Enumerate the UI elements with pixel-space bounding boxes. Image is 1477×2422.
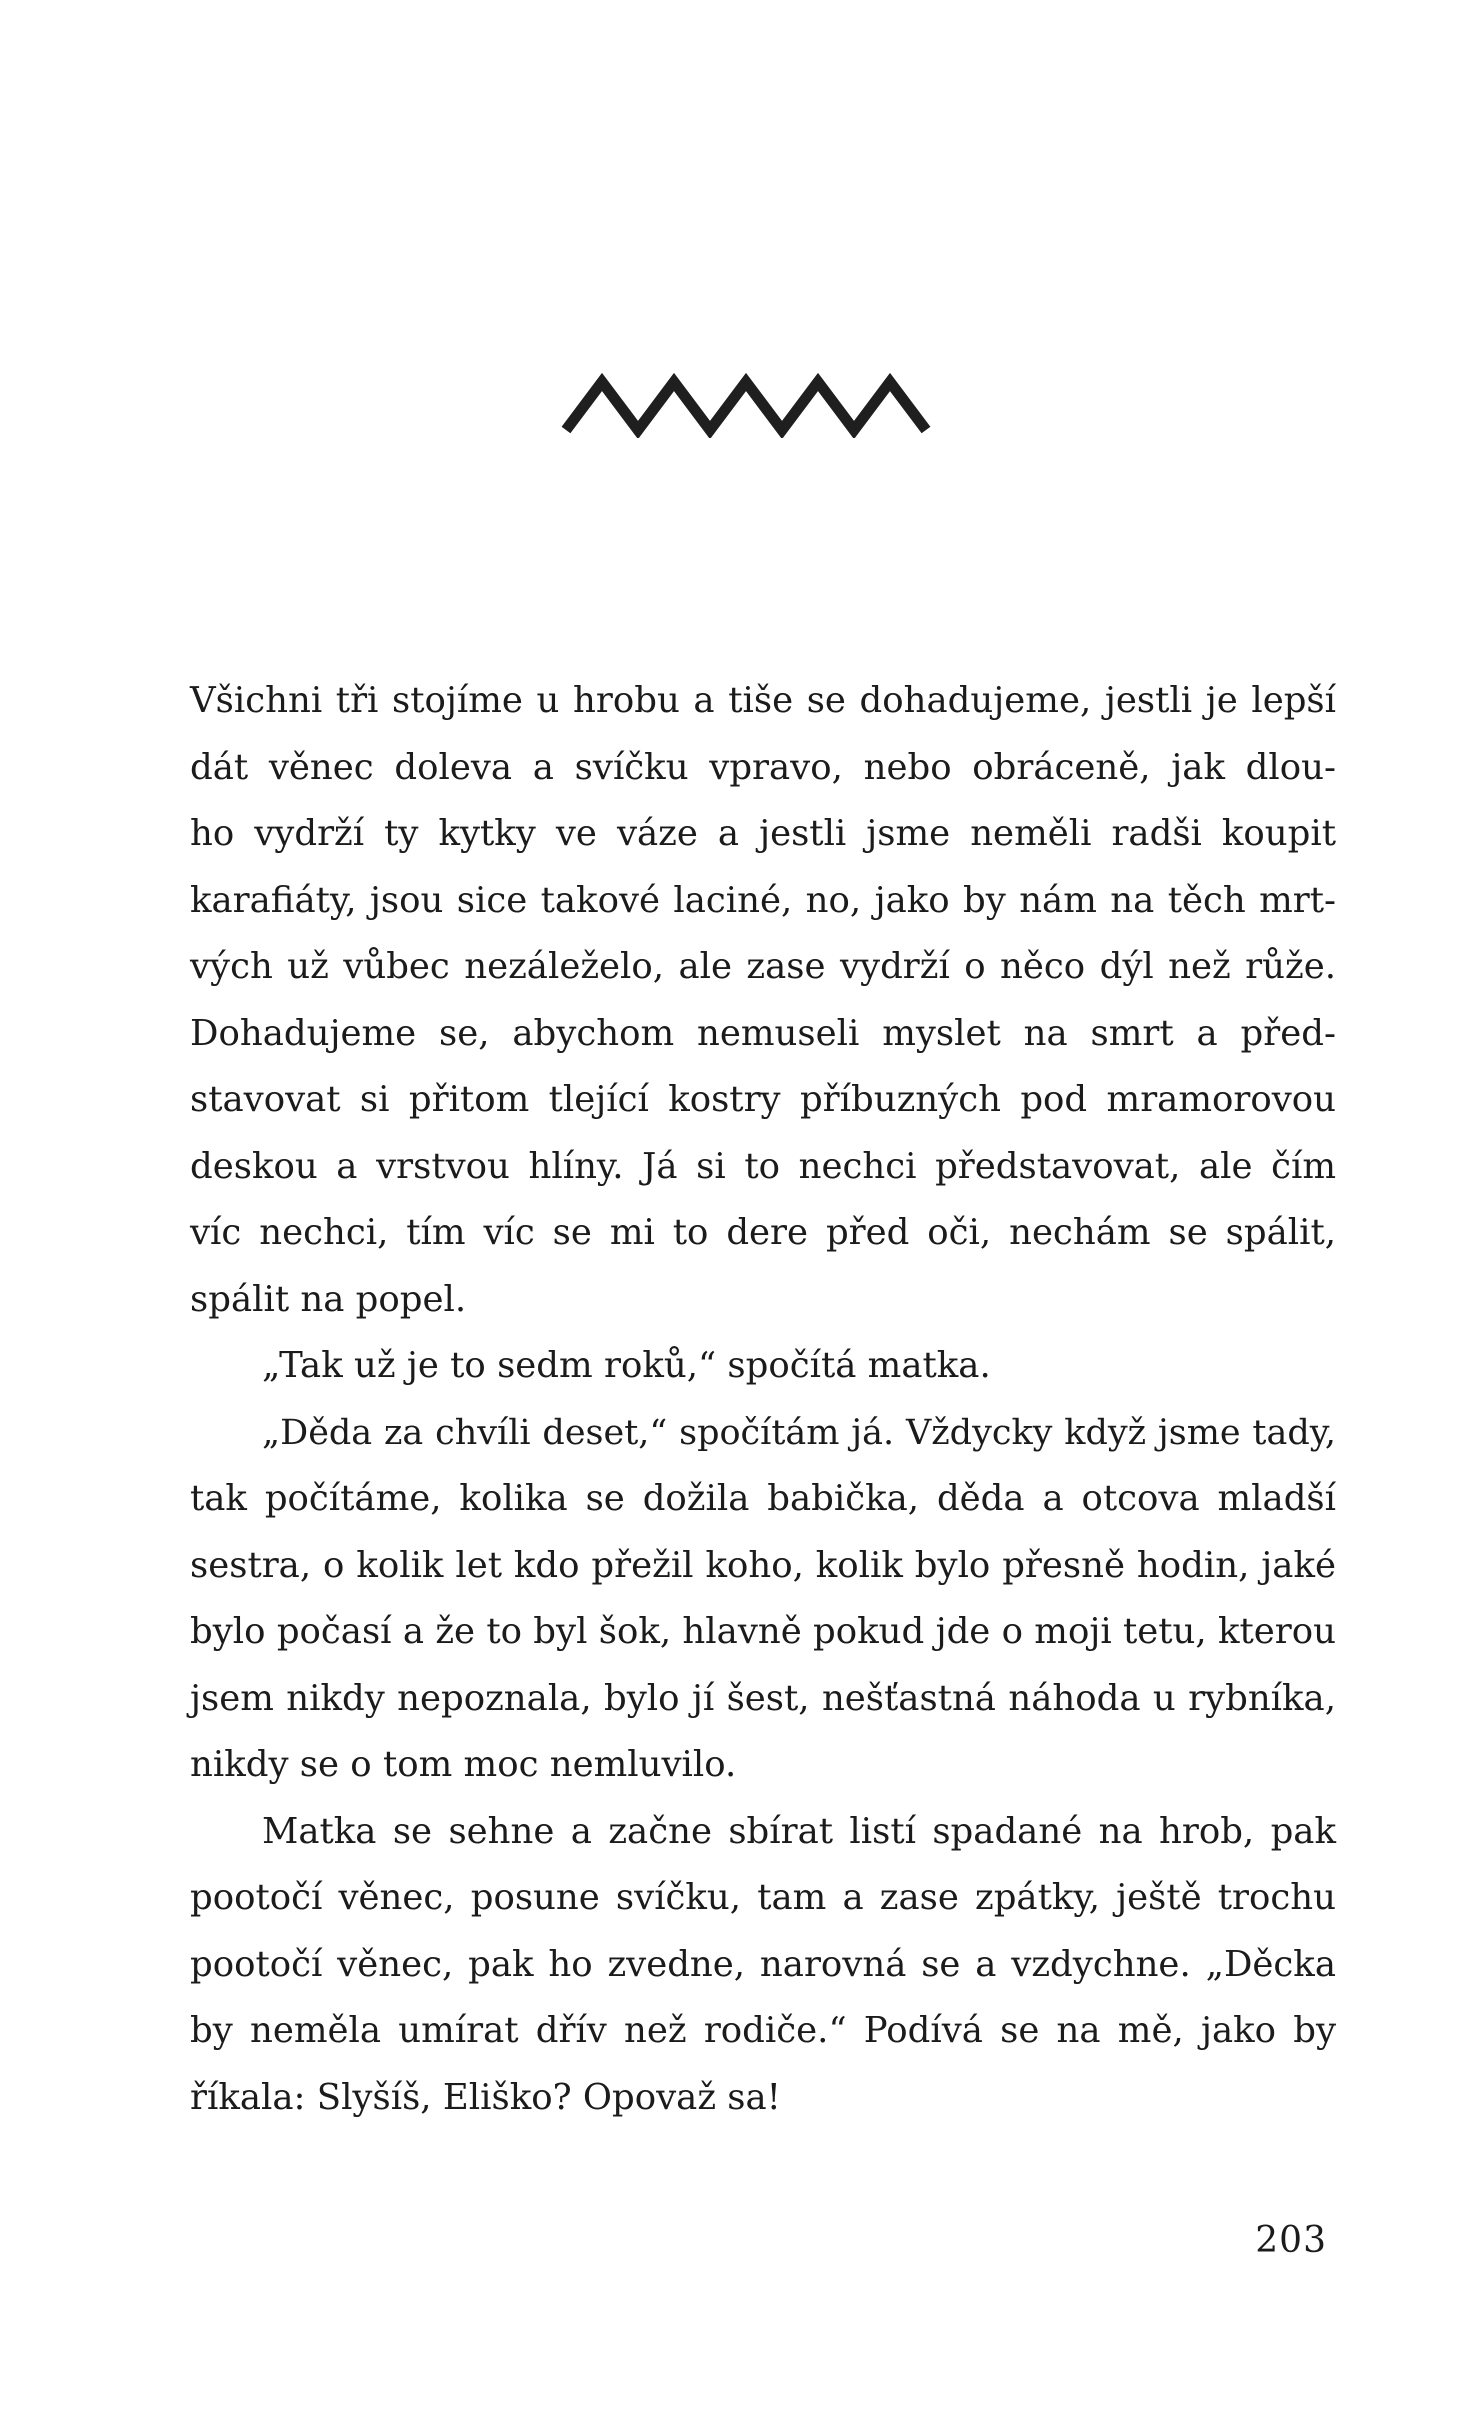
text-line: „Děda za chvíli deset,“ spočítám já. Vždycky když jsme tady, [262,1412,1336,1453]
page-number: 203 [1255,2220,1327,2261]
text-line: bylo počasí a že to byl šok, hlavně pokud jde o moji tetu, kterou [190,1611,1336,1652]
text-line: deskou a vrstvou hlíny. Já si to nechci představovat, ale čím [190,1145,1336,1187]
text-line: ho vydrží ty kytky ve váze a jestli jsme neměli radši koupit [190,813,1336,854]
text-line: pootočí věnec, pak ho zvedne, narovná se a vzdychne. „Děcka [190,1943,1336,1985]
text-line: tak počítáme, kolika se dožila babička, děda a otcova mladší [190,1478,1336,1519]
text-line: „Tak už je to sedm roků,“ spočítá matka. [262,1345,991,1386]
text-line: spálit na popel. [190,1278,467,1320]
text-line: stavovat si přitom tlející kostry příbuzných pod mramorovou [190,1079,1336,1120]
text-line: dát věnec doleva a svíčku vpravo, nebo obráceně, jak dlou- [190,746,1336,788]
text-line: nikdy se o tom moc nemluvilo. [190,1744,737,1785]
text-line: sestra, o kolik let kdo přežil koho, kolik bylo přesně hodin, jaké [190,1544,1336,1586]
text-line: pootočí věnec, posune svíčku, tam a zase zpátky, ještě trochu [190,1877,1336,1918]
text-line: říkala: Slyšíš, Eliško? Opovaž sa! [190,2076,781,2118]
body-text [190,668,1336,2131]
text-line: víc nechci, tím víc se mi to dere před oči, nechám se spálit, [190,1212,1336,1253]
text-line: Dohadujeme se, abychom nemuseli myslet na smrt a před- [190,1012,1336,1054]
text-line: Všichni tři stojíme u hrobu a tiše se dohadujeme, jestli je lepší [190,680,1336,721]
zigzag-ornament-icon [560,372,932,438]
text-line: by neměla umírat dřív než rodiče.“ Podívá se na mě, jako by [190,2010,1336,2051]
text-line: vých už vůbec nezáleželo, ale zase vydrží o něco dýl než růže. [190,946,1336,987]
text-line: jsem nikdy nepoznala, bylo jí šest, nešťastná náhoda u rybníka, [190,1677,1336,1719]
text-line: karafiáty, jsou sice takové laciné, no, jako by nám na těch mrt- [190,879,1336,921]
text-line: Matka se sehne a začne sbírat listí spadané na hrob, pak [262,1810,1336,1852]
